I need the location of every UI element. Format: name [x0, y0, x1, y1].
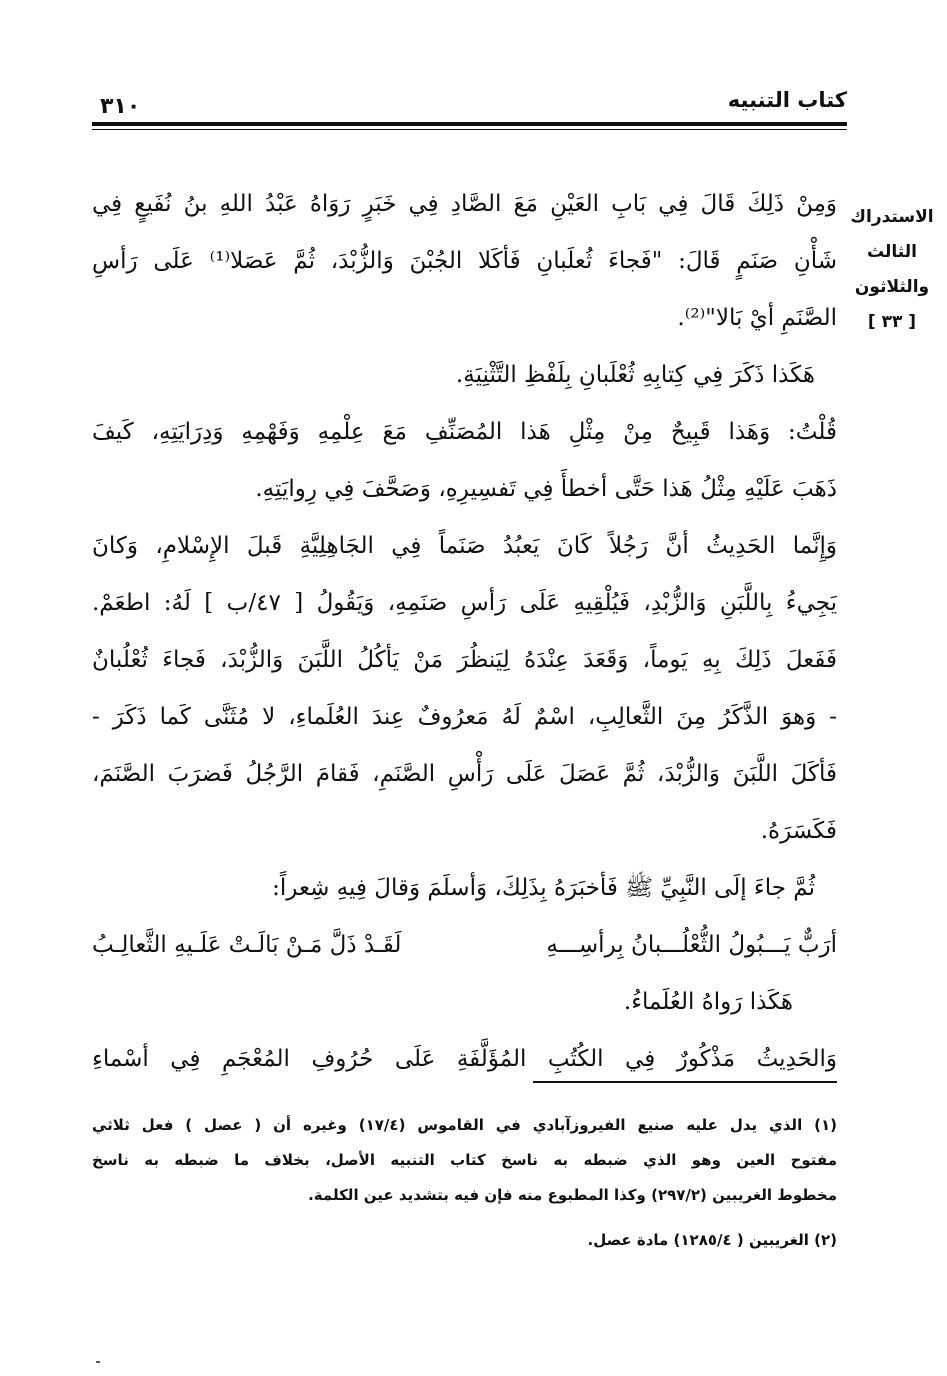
header-rule-thin — [92, 129, 847, 130]
text-line: وَإِنَّما الحَدِيثُ أنَّ رَجُلاً كَانَ يَعبُدُ صَنَماً فِي الجَاهِلِيَّةِ قَبلَ الإِسْلامِ، وَكانَ — [92, 533, 837, 559]
footnotes — [92, 1108, 837, 1258]
footnote-spacer — [92, 1213, 837, 1223]
footnote-line: مفتوح العين وهو الذي ضبطه به ناسخ كتاب التنبيه الأصل، بخلاف ما ضبطه به ناسخ — [92, 1151, 837, 1169]
footnote-line: مخطوط الغريبين (٢٩٧/٢) وكذا المطبوع منه فإن فيه بتشديد عين الكلمة. — [308, 1186, 837, 1204]
text-line: قُلْتُ: وَهَذا قَبِيحٌ مِنْ مِثْلِ هَذا المُصَنِّفِ مَعَ عِلْمِهِ وَفَهْمِهِ وَدِرَايَتِهِ، كَيفَ — [92, 419, 837, 445]
text-line: هَكَذا ذَكَرَ فِي كِتابِهِ ثُعْلَبانِ بِلَفْظِ التَّثْنِيَةِ. — [455, 362, 815, 388]
footnote-separator — [533, 1081, 837, 1083]
margin-note-line: والثلاثون — [854, 277, 930, 297]
text-line: فَأكَلَ اللَّبَنَ وَالزُّبْدَ، ثُمَّ عَصَلَ عَلَى رَأْسِ الصَّنَمِ، فَقامَ الرَّجُلُ فَضرَبَ الصَّنَمَ، — [92, 761, 837, 787]
margin-note-line: الثالث — [867, 242, 917, 262]
verse-hemistich-first: أرَبٌّ يَـــبُولُ الثُّعْلُـــبانُ بِرأسِـــهِ — [546, 932, 837, 958]
text-line: ذَهَبَ عَلَيْهِ مِثْلُ هَذا حَتَّى أخطأَ فِي تَفسِيرِهِ، وَصَحَّفَ فِي رِوايَتِهِ. — [255, 476, 837, 502]
poetry-verse — [92, 917, 837, 974]
text-line: وَالحَدِيثُ مَذْكُورٌ فِي الكُتُبِ المُؤَلَّفَةِ عَلَى حُرُوفِ المُعْجَمِ فِي أسْماءِ — [92, 1046, 837, 1072]
text-line: فَفَعلَ ذَلِكَ بِهِ يَوماً، وَقَعَدَ عِنْدَهُ لِيَنظُرَ مَنْ يَأكُلُ اللَّبَنَ وَالزُّبْدَ، فَجاءَ ثُعْلُبانٌ — [92, 647, 837, 673]
running-header — [92, 78, 847, 138]
margin-note — [849, 200, 935, 340]
text-line: يَجِيءُ بِاللَّبَنِ وَالزُّبْدِ، فَيُلْقِيهِ عَلَى رَأسِ صَنَمِهِ، وَيَقُولُ [ ٤٧/ب ] لَهُ: اطعَمْ. — [92, 590, 837, 616]
main-text — [92, 176, 837, 1088]
text-line: - وَهوَ الذَّكَرُ مِنَ الثَّعالِبِ، اسْمٌ لَهُ مَعرُوفٌ عِندَ العُلَماءِ، لا مُثَنَّى كَما ذَكَرَ - — [92, 704, 837, 730]
page-number: ٣١٠ — [100, 94, 141, 119]
footnote-line: (١) الذي يدل عليه صنيع الفيروزآبادي في القاموس (١٧/٤) وغيره أن ( عصل ) فعل ثلاثي — [92, 1116, 837, 1134]
text-line: فَكَسَرَهُ. — [760, 818, 837, 844]
margin-note-line: الاستدراك — [850, 207, 934, 227]
text-line: الصَّنَمِ أيْ بَالا"⁽²⁾. — [677, 305, 837, 331]
text-line: وَمِنْ ذَلِكَ قَالَ فِي بَابِ العَيْنِ مَعَ الصَّادِ فِي خَبَرٍ رَوَاهُ عَبْدُ اللهِ بنُ نُفَيعٍ فِي — [92, 191, 837, 217]
text-line: ثُمَّ جاءَ إلَى النَّبِيِّ ﷺ فَأخبَرَهُ بِذَلِكَ، وَأسلَمَ وَقالَ فِيهِ شِعراً: — [272, 875, 815, 901]
verse-hemistich-second: لَقَـدْ ذَلَّ مَـنْ بَالَـتْ عَلَـيهِ الثَّعالِـبُ — [92, 932, 402, 958]
book-title: كتاب التنبيه — [727, 88, 847, 112]
footnote-line: (٢) الغريبين ( ١٢٨٥/٤) مادة عصل. — [587, 1231, 837, 1249]
scan-speck — [96, 1361, 100, 1363]
header-rule-thick — [92, 122, 847, 126]
text-line: شَأْنِ صَنَمٍ قَالَ: "فَجاءَ ثُعلَبانِ فَأكَلا الجُبْنَ وَالزُّبْدَ، ثُمَّ عَصَلا⁽¹⁾ عَلَى رَأسِ — [92, 248, 837, 274]
margin-note-number: [ ٣٣ ] — [867, 312, 917, 332]
text-line: هَكَذا رَواهُ العُلَماءُ. — [623, 989, 793, 1015]
